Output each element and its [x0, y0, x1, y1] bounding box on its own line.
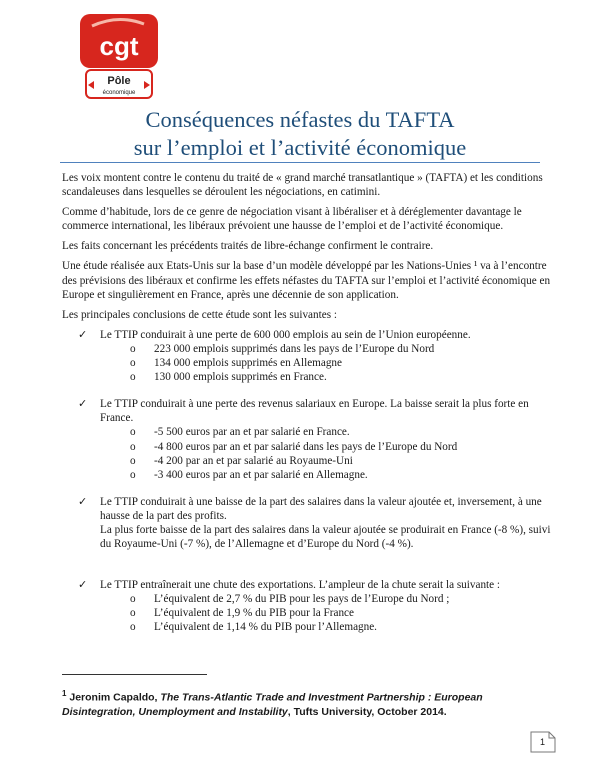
circle-bullet-icon: o: [130, 621, 136, 634]
page-number: 1: [540, 737, 546, 747]
circle-bullet-icon: o: [130, 357, 136, 370]
checkmark-icon: ✓: [78, 328, 88, 341]
sub-list: [100, 342, 556, 384]
footnote-divider: [62, 674, 207, 675]
list-item: o 130 000 emplois supprimés en France.: [130, 371, 327, 384]
title-line-1: Conséquences néfastes du TAFTA: [145, 107, 455, 132]
logo-line1: Pôle: [107, 75, 131, 87]
conclusion-text: Le TTIP conduirait à une baisse de la part des salaires dans la valeur ajoutée et, inversement, à une hausse de la part des profits.: [100, 495, 542, 522]
sub-list: [100, 425, 556, 481]
footnote-author: Jeronim Capaldo,: [69, 691, 158, 704]
footnote-number: 1: [62, 689, 67, 698]
cgt-logo: [78, 12, 160, 100]
checkmark-icon: ✓: [78, 495, 88, 508]
logo-line2: économique: [102, 90, 136, 96]
title-divider: [60, 162, 540, 163]
conclusion-note: La plus forte baisse de la part des salaires dans la valeur ajoutée se produirait en France (-8 %), suivi du Royaume-Uni (-7 %), de l’Allemagne et d’Europe du Nord (-4 %).: [100, 523, 551, 551]
list-item: o 223 000 emplois supprimés dans les pays de l’Europe du Nord: [130, 342, 435, 355]
list-item: o L’équivalent de 1,14 % du PIB pour l’Allemagne.: [130, 621, 377, 634]
conclusion-text: Le TTIP conduirait à une perte des revenus salariaux en Europe. La baisse serait la plus forte en France.: [100, 398, 529, 425]
conclusion-text: Le TTIP entraînerait une chute des exportations. L’ampleur de la chute serait la suivante :: [100, 579, 501, 592]
circle-bullet-icon: o: [130, 371, 136, 384]
list-item: o L’équivalent de 2,7 % du PIB pour les pays de l’Europe du Nord ;: [130, 593, 450, 606]
paragraph: Les faits concernant les précédents traités de libre-échange confirment le contraire.: [62, 240, 434, 253]
list-item: o -3 400 euros par an et par salarié en Allemagne.: [130, 468, 368, 481]
conclusion-item: [62, 578, 556, 634]
conclusion-item: [62, 495, 556, 551]
list-item: o -4 200 par an et par salarié au Royaume-Uni: [130, 454, 353, 467]
circle-bullet-icon: o: [130, 440, 136, 453]
paragraph: Les voix montent contre le contenu du traité de « grand marché transatlantique » (TAFTA) et les conditions scandaleuses dans lesquelles se déroulent les négociations, en catimini.: [62, 172, 543, 199]
circle-bullet-icon: o: [130, 468, 136, 481]
paragraph: Les principales conclusions de cette étude sont les suivantes :: [62, 308, 337, 321]
circle-bullet-icon: o: [130, 607, 136, 620]
title-line-2: sur l’emploi et l’activité économique: [133, 135, 467, 160]
checkmark-icon: ✓: [78, 398, 88, 411]
footnote: [62, 687, 540, 719]
list-item: o -4 800 euros par an et par salarié dans les pays de l’Europe du Nord: [130, 440, 458, 453]
footnote-work: The Trans-Atlantic Trade and Investment Partnership : European Disintegration, Unemployment and Instability: [62, 691, 483, 718]
logo-brand: cgt: [99, 31, 139, 61]
page-title: [0, 106, 600, 162]
document-body: [62, 171, 556, 635]
circle-bullet-icon: o: [130, 454, 136, 467]
sub-list: [100, 592, 556, 634]
circle-bullet-icon: o: [130, 593, 136, 606]
circle-bullet-icon: o: [130, 426, 136, 439]
paragraph: Une étude réalisée aux Etats-Unis sur la base d’un modèle développé par les Nations-Unies ¹ va à l’encontre des prévisions des libéraux et confirme les effets néfastes du TAFTA sur l’emploi et l’activité économique en Europe et singulièrement en France, après une décennie de son application.: [62, 260, 551, 301]
list-item: o 134 000 emplois supprimés en Allemagne: [130, 357, 342, 370]
conclusion-item: [62, 397, 556, 482]
list-item: o -5 500 euros par an et par salarié en France.: [130, 426, 350, 439]
checkmark-icon: ✓: [78, 579, 88, 592]
conclusion-item: [62, 328, 556, 384]
conclusion-text: Le TTIP conduirait à une perte de 600 000 emplois au sein de l’Union européenne.: [100, 328, 471, 341]
list-item: o L’équivalent de 1,9 % du PIB pour la France: [130, 607, 354, 620]
paragraph: Comme d’habitude, lors de ce genre de négociation visant à libéraliser et à déréglementer davantage le commerce international, les libéraux prévoient une hausse de l’emploi et de l’activité économique.: [62, 206, 522, 233]
circle-bullet-icon: o: [130, 342, 136, 355]
footnote-rest: , Tufts University, October 2014.: [287, 705, 447, 718]
